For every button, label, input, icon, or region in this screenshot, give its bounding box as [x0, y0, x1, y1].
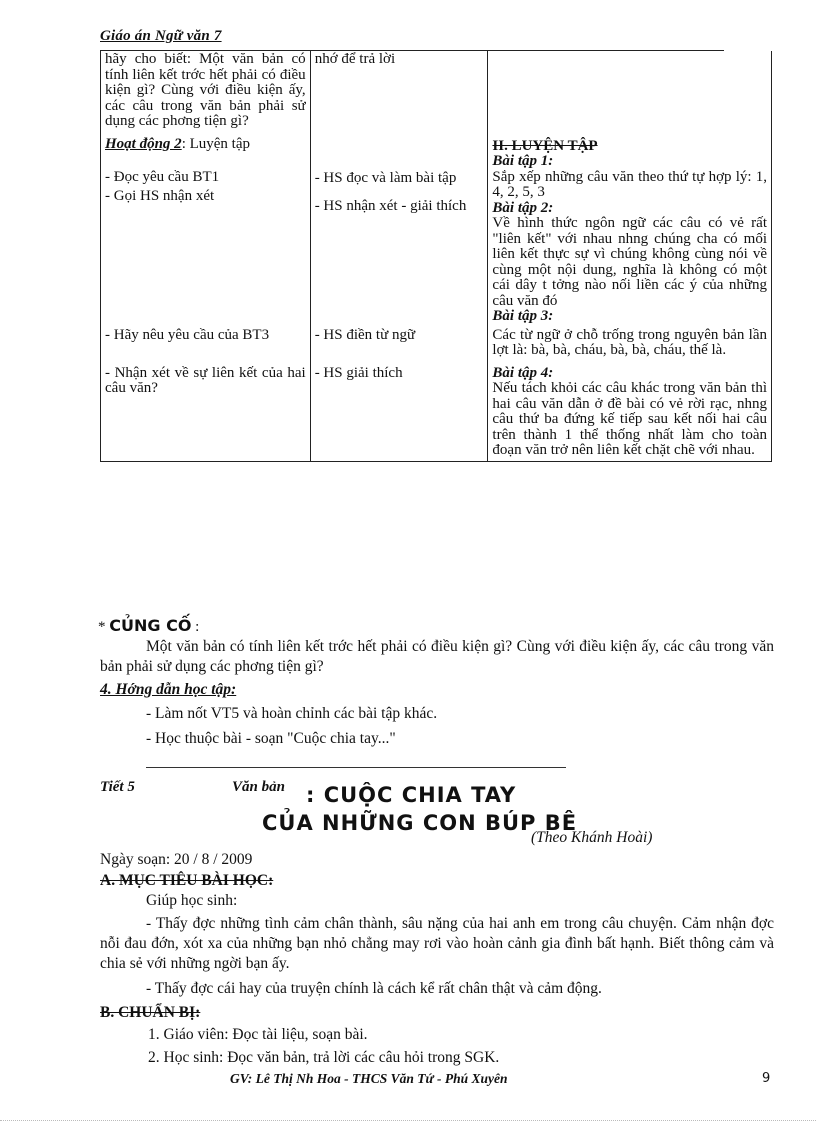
lesson-table	[100, 51, 772, 462]
table-cell	[101, 51, 311, 132]
prep-item: 2. Học sinh: Đọc văn bản, trả lời các câu hỏi trong SGK.	[148, 1049, 500, 1066]
activity-rest: : Luyện tập	[181, 135, 251, 152]
table-cell	[101, 361, 311, 462]
exercise-label: Bài tập 3:	[492, 308, 554, 324]
exercise-label: Bài tập 2:	[492, 199, 554, 216]
table-cell	[488, 327, 772, 361]
student-step: - HS giải thích	[314, 364, 403, 381]
bullet: *	[98, 619, 106, 635]
student-step: - HS nhận xét - giải thích	[314, 198, 467, 214]
guide-title: 4. Hớng dẫn học tập:	[100, 681, 237, 698]
activity-label: Hoạt động 2	[105, 135, 182, 152]
lesson-title-line2: CỦA NHỮNG CON BÚP BÊ	[262, 811, 578, 835]
table-cell	[310, 327, 488, 361]
exercise-text: Nếu tách khỏi các câu khác trong văn bản thì hai câu văn dẫn ở đề bài có vẻ rời rạc, nhng câu thứ ba đứng kế tiếp sau kết nối hai câu trên thành 1 thể thống nhất làm cho toàn đoạn văn trở nên liên kết chặt chẽ với nhau.	[492, 380, 767, 458]
prep-item: 1. Giáo viên: Đọc tài liệu, soạn bài.	[148, 1026, 368, 1043]
teacher-step: - Đọc yêu cầu BT1	[105, 169, 220, 185]
prep-date: Ngày soạn: 20 / 8 / 2009	[100, 851, 253, 868]
table-row	[101, 361, 772, 462]
lesson-type: Văn bản	[232, 779, 285, 795]
consolidate-text: Một văn bản có tính liên kết trớc hết phải có điều kiện gì? Cùng với điều kiện ấy, các câu trong văn bản phải sử dụng các phơng tiện gì?	[100, 638, 774, 675]
lesson-title-line1: : CUỘC CHIA TAY	[306, 783, 517, 807]
table-cell	[488, 51, 772, 132]
separator-rule	[146, 767, 566, 768]
greeting: Giúp học sinh:	[146, 892, 238, 909]
table-cell	[310, 361, 488, 462]
lesson-author: (Theo Khánh Hoài)	[531, 829, 653, 846]
student-step: - HS điền từ ngữ	[314, 326, 416, 343]
table-row	[101, 132, 772, 327]
table-cell	[101, 132, 311, 327]
page-footer: GV: Lê Thị Nh Hoa - THCS Văn Tứ - Phú Xuyên	[230, 1071, 508, 1086]
page-header: Giáo án Ngữ văn 7	[100, 28, 222, 44]
activity-heading	[105, 137, 306, 153]
student-step: - HS đọc và làm bài tập	[314, 169, 457, 186]
teacher-step: - Hãy nêu yêu cầu của BT3	[105, 326, 270, 343]
table-cell	[488, 361, 772, 462]
teacher-step: - Gọi HS nhận xét	[105, 187, 215, 204]
table-cell	[310, 51, 488, 132]
section-b-title: B. CHUẨN BỊ:	[100, 1004, 201, 1021]
page-number: 9	[762, 1071, 771, 1086]
exercise-text: Các từ ngữ ở chỗ trống trong nguyên bản lần lợt là: bà, bà, cháu, bà, bà, cháu, thế là.	[492, 326, 767, 358]
consolidate-label: CỦNG CỐ	[109, 616, 192, 635]
exercise-text: Về hình thức ngôn ngữ các câu có vẻ rất "liên kết" với nhau nhng chúng cha có mối liên kết thực sự vì chúng không cùng nói về cùng một nội dung, nghĩa là không có một cái dây t tởng nào nối liền các ý của những câu văn đó	[492, 215, 767, 309]
page-edge-dotted-line	[0, 1120, 816, 1121]
guide-item: - Làm nốt VT5 và hoàn chỉnh các bài tập khác.	[146, 705, 438, 722]
table-row	[101, 51, 772, 132]
cell-text: hãy cho biết: Một văn bản có tính liên kết trớc hết phải có điều kiện gì? Cùng với điều kiện ấy, các câu trong văn bản phải sử dụng các phơng tiện gì?	[105, 51, 306, 129]
table-row	[101, 327, 772, 361]
colon: :	[195, 619, 200, 635]
teacher-step: - Nhận xét về sự liên kết của hai câu văn?	[105, 364, 306, 396]
objective-paragraph: - Thấy đợc cái hay của truyện chính là cách kể rất chân thật và cảm động.	[146, 980, 602, 997]
cell-text: nhớ để trả lời	[314, 51, 396, 67]
table-cell	[488, 132, 772, 327]
exercise-label: Bài tập 1:	[492, 153, 554, 169]
section-a-title: A. MỤC TIÊU BÀI HỌC:	[100, 872, 274, 889]
table-cell	[101, 327, 311, 361]
table-cell	[310, 132, 488, 327]
lesson-period: Tiết 5	[100, 779, 135, 795]
exercise-label: Bài tập 4:	[492, 364, 554, 381]
exercise-text: Sắp xếp những câu văn theo thứ tự hợp lý: 1, 4, 2, 5, 3	[492, 168, 767, 200]
guide-item: - Học thuộc bài - soạn "Cuộc chia tay..."	[146, 730, 396, 747]
consolidate-heading	[98, 616, 199, 637]
section-title: II. LUYỆN TẬP	[492, 137, 598, 154]
objective-paragraph: - Thấy đợc những tình cảm chân thành, sâu nặng của hai anh em trong câu chuyện. Cảm nhận đợc nỗi đau đớn, xót xa của những bạn nhỏ chẳng may rơi vào hoàn cảnh gia đình bất hạnh. Biết thông cảm và chia sẻ với những ngời bạn ấy.	[100, 915, 774, 972]
